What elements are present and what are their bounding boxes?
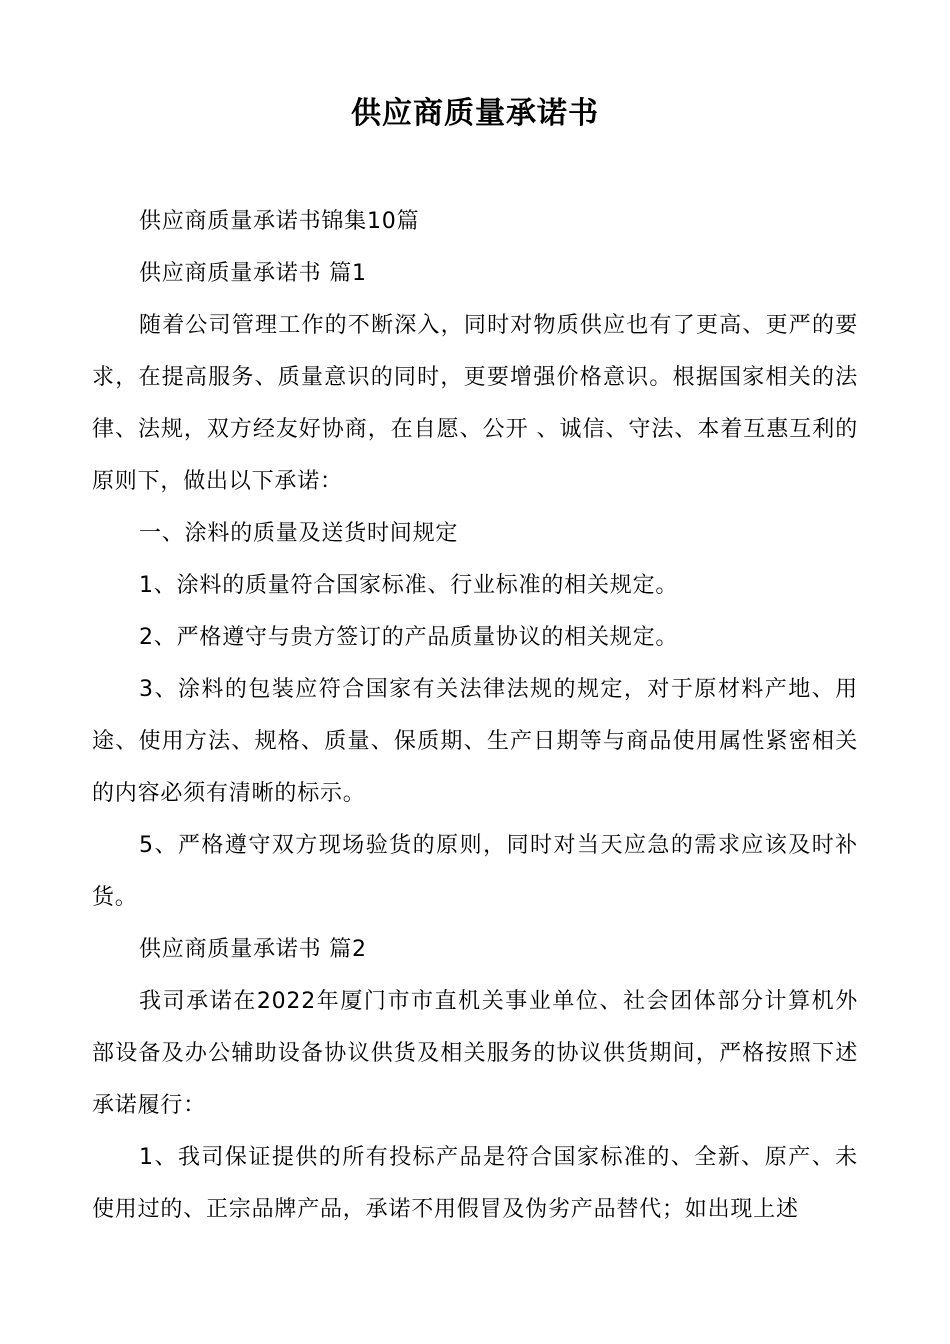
paragraph-list-item: 1、涂料的质量符合国家标准、行业标准的相关规定。: [139, 573, 679, 598]
paragraph-list-item: 3、涂料的包装应符合国家有关法律法规的规定，对于原材料产地、用途、使用方法、规格、质量、保质期、生产日期等与商品使用属性紧密相关的内容必须有清晰的标示。: [92, 677, 858, 806]
document-body: [92, 196, 858, 1236]
paragraph-section-2-heading: 供应商质量承诺书 篇2: [139, 937, 367, 962]
paragraph-list-item: 2、严格遵守与贵方签订的产品质量协议的相关规定。: [139, 625, 679, 650]
paragraph-collection-heading: 供应商质量承诺书锦集10篇: [139, 209, 420, 234]
paragraph-subheading: 一、涂料的质量及送货时间规定: [139, 521, 459, 546]
paragraph-list-item: 5、严格遵守双方现场验货的原则，同时对当天应急的需求应该及时补货。: [92, 833, 858, 910]
paragraph: 我司承诺在2022年厦门市市直机关事业单位、社会团体部分计算机外部设备及办公辅助设备协议供货及相关服务的协议供货期间，严格按照下述承诺履行：: [92, 989, 858, 1118]
paragraph-section-1-heading: 供应商质量承诺书 篇1: [139, 261, 367, 286]
document-title: 供应商质量承诺书: [351, 96, 599, 131]
paragraph-list-item: 1、我司保证提供的所有投标产品是符合国家标准的、全新、原产、未使用过的、正宗品牌产品，承诺不用假冒及伪劣产品替代；如出现上述: [92, 1145, 858, 1222]
paragraph: 随着公司管理工作的不断深入，同时对物质供应也有了更高、更严的要求，在提高服务、质量意识的同时，更要增强价格意识。根据国家相关的法律、法规，双方经友好协商，在自愿、公开 、诚信、守法、本着互惠互利的原则下，做出以下承诺：: [92, 313, 858, 494]
